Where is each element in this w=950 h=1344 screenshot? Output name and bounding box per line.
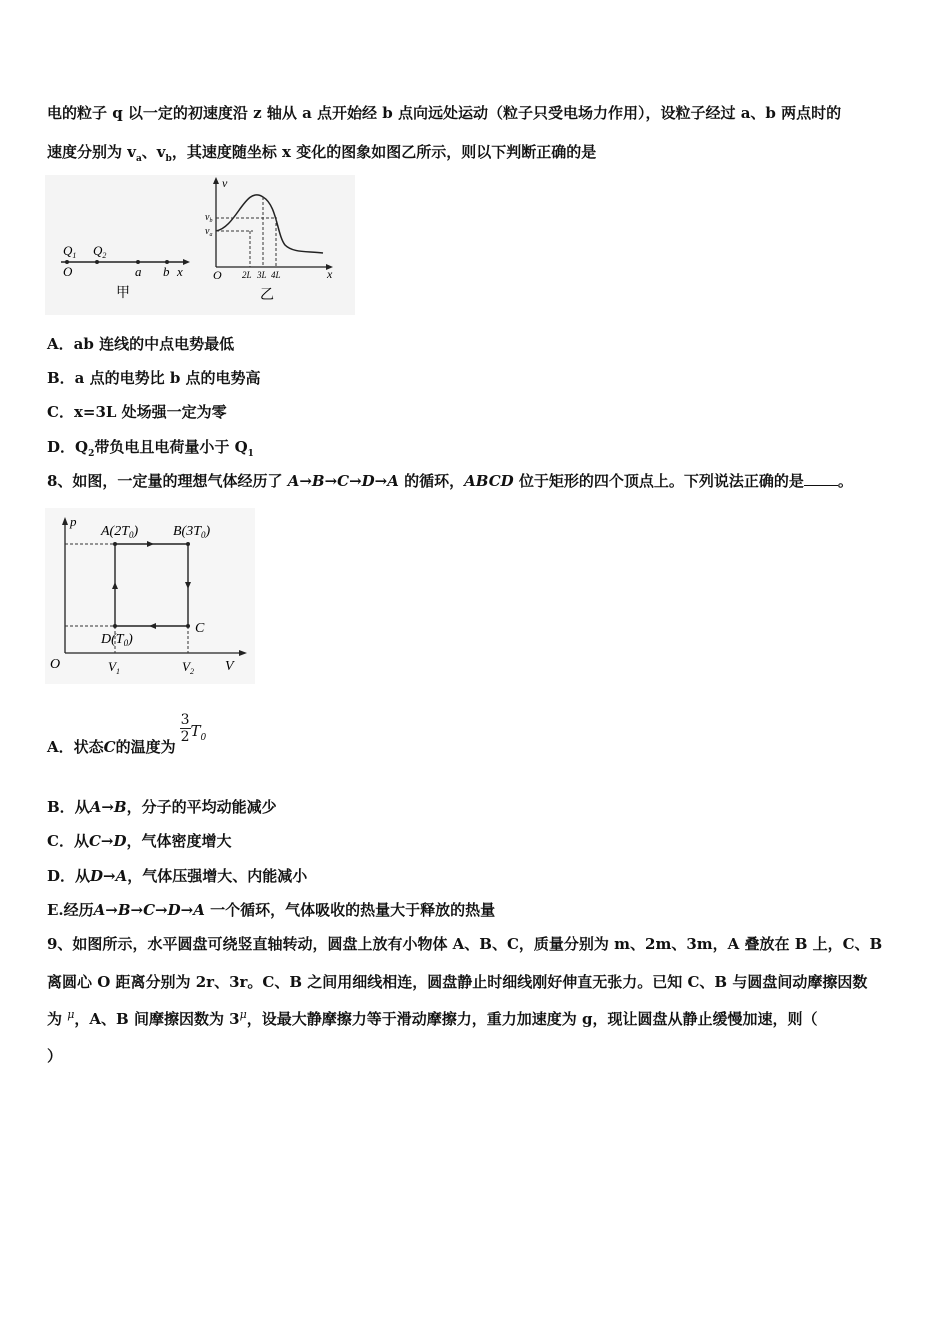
q8-d-label: $D(T_0)$ — [101, 632, 133, 648]
q9-stem-line4: ） — [47, 1047, 63, 1065]
yi-x-label: x — [327, 267, 333, 281]
q8-option-d: D．从D→A，气体压强增大、内能减小 — [47, 867, 308, 885]
yi-tick-3L: 3L — [257, 270, 267, 280]
yi-caption: 乙 — [260, 288, 274, 303]
jia-q1-label: $Q_1$ — [63, 243, 77, 260]
jia-origin: O — [63, 264, 73, 279]
q7-option-c: C．x=3L 处场强一定为零 — [47, 403, 227, 421]
yi-tick-2L: 2L — [242, 270, 252, 280]
jia-b-label: b — [163, 264, 170, 279]
jia-x-label: x — [177, 264, 183, 279]
q8-stem: 8、如图，一定量的理想气体经历了 A→B→C→D→A 的循环，ABCD 位于矩形的四个顶点上。下列说法正确的是 。 — [47, 472, 853, 490]
q8-a-label: $A(2T_0)$ — [101, 524, 139, 540]
q8-b-label: $B(3T_0)$ — [173, 524, 211, 540]
q8-v-label: V — [225, 659, 234, 674]
yi-va-label: $v_a$ — [205, 226, 213, 238]
q8-v1-label: $V_1$ — [108, 659, 120, 676]
q9-stem-line2: 离圆心 O 距离分别为 2r、3r。C、B 之间用细线相连，圆盘静止时细线刚好伸直无张力。已知 C、B 与圆盘间动摩擦因数 — [47, 973, 868, 991]
yi-tick-4L: 4L — [271, 270, 281, 280]
jia-a-label: a — [135, 264, 142, 279]
q8-v2-label: $V_2$ — [182, 659, 194, 676]
q8-figure — [45, 508, 255, 684]
yi-origin: O — [213, 268, 222, 282]
q9-stem-line1: 9、如图所示，水平圆盘可绕竖直轴转动，圆盘上放有小物体 A、B、C，质量分别为 m、2m、3m，A 叠放在 B 上，C、B — [47, 935, 883, 953]
yi-v-label: v — [222, 176, 228, 190]
q8-c-label: C — [195, 621, 205, 636]
yi-vb-label: $v_b$ — [205, 212, 213, 224]
q8-origin: O — [50, 657, 61, 672]
q9-stem-line3: 为 $^\mu$，A、B 间摩擦因数为 $3^\mu$，设最大静摩擦力等于滑动摩擦力，重力加速度为 g，现让圆盘从静止缓慢加速，则（ — [47, 1008, 818, 1028]
q7-stem-line2: 速度分别为 $v_a$、$v_b$，其速度随坐标 x 变化的图象如图乙所示，则以下判断正确的是 — [47, 143, 597, 164]
q8-option-a: A．状态C的温度为 $\frac{3}{2}$ $T_0$ — [47, 712, 207, 756]
q8-fraction: $\frac{3}{2}$ — [180, 712, 190, 745]
q7-option-d: D．$Q_2$带负电且电荷量小于 $Q_1$ — [47, 438, 254, 459]
q8-option-c: C．从C→D，气体密度增大 — [47, 832, 232, 850]
q7-option-a: A．ab 连线的中点电势最低 — [47, 335, 235, 353]
q7-stem-line1: 电的粒子 q 以一定的初速度沿 z 轴从 a 点开始经 b 点向远处运动（粒子只受电场力作用），设粒子经过 a、b 两点时的 — [47, 104, 842, 122]
q8-option-b: B．从A→B，分子的平均动能减少 — [47, 798, 277, 816]
jia-q2-label: $Q_2$ — [93, 243, 107, 260]
q8-p-label: p — [70, 514, 77, 529]
q8-answer-blank — [804, 473, 838, 486]
q7-figure — [45, 175, 355, 315]
jia-caption: 甲 — [116, 286, 130, 301]
q7-option-b: B．a 点的电势比 b 点的电势高 — [47, 369, 261, 387]
q8-option-e: E.经历A→B→C→D→A 一个循环，气体吸收的热量大于释放的热量 — [47, 901, 496, 919]
